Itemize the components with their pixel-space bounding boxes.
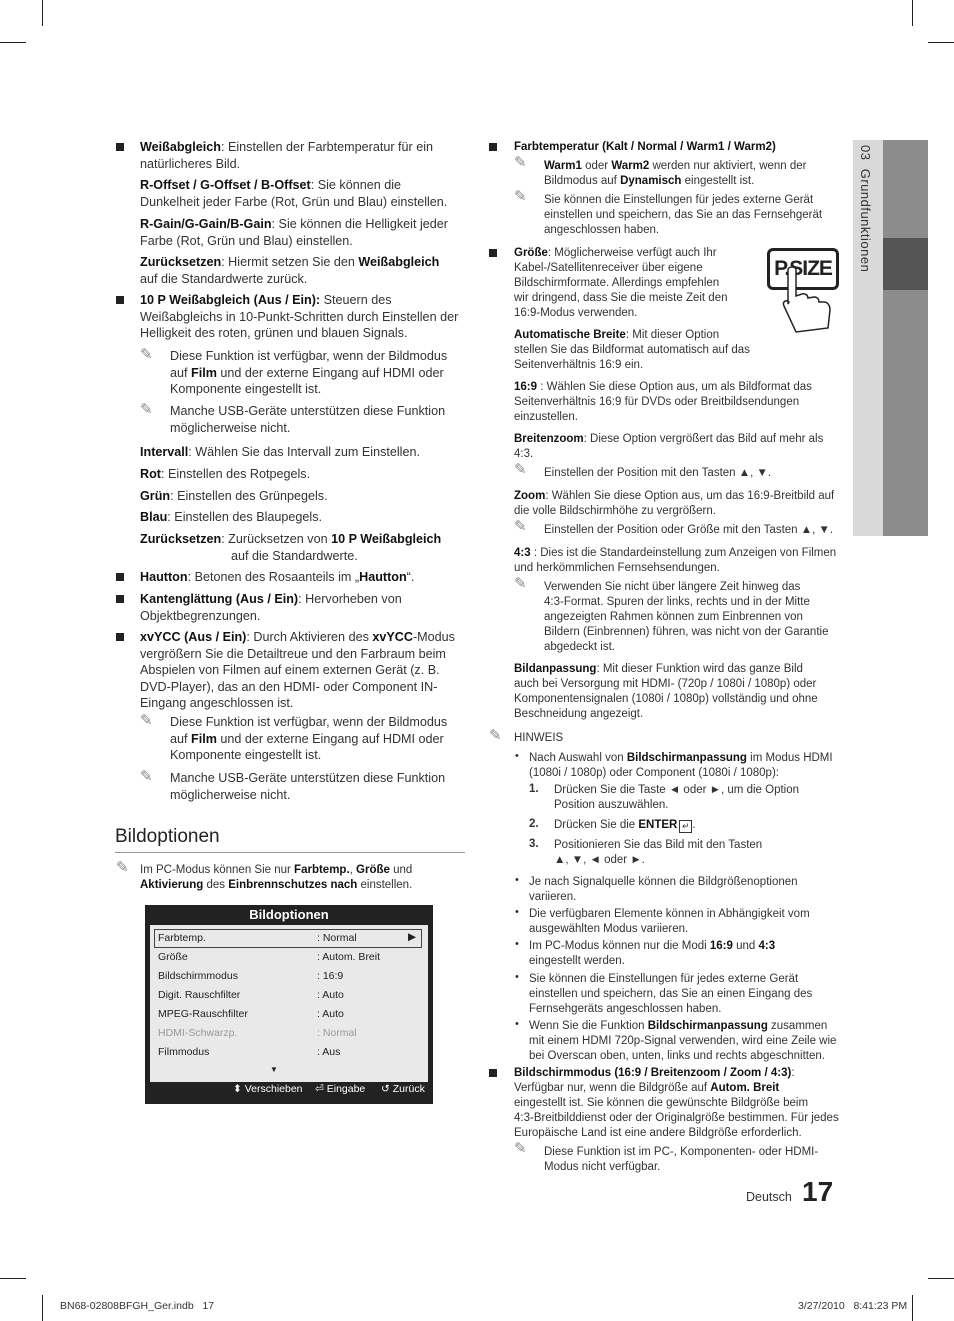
bullet-square — [116, 296, 124, 304]
paragraph: Zurücksetzen: Zurücksetzen von 10 P Weißabgleich — [140, 532, 442, 546]
bullet-square — [116, 573, 124, 581]
psize-button: P.SIZE — [767, 248, 839, 290]
crop-mark — [42, 0, 43, 26]
note: Sie können die Einstellungen für jedes externe Gerät einstellen und speichern, das Sie an das Fernsehgerät angeschlossen haben. — [544, 194, 823, 236]
note-pencil-icon: ✎ — [140, 712, 153, 729]
osd-item-label[interactable]: Farbtemp. — [158, 932, 206, 944]
paragraph: R-Offset / G-Offset / B-Offset: Sie können die Dunkelheit jeder Farbe (Rot, Grün und Blau) einstellen. — [140, 178, 448, 209]
pointing-hand-icon — [778, 266, 838, 336]
step: Drücken Sie die ENTER ↵ . — [554, 819, 696, 831]
bullet-square — [489, 143, 497, 151]
return-icon: ↺ — [381, 1083, 390, 1095]
scroll-down-icon[interactable]: ▼ — [270, 1065, 278, 1074]
bullet-dot: • — [515, 874, 519, 886]
note: Diese Funktion ist im PC-, Komponenten- oder HDMI- Modus nicht verfügbar. — [544, 1146, 819, 1173]
note-pencil-icon: ✎ — [514, 1140, 527, 1157]
paragraph: Größe: Möglicherweise verfügt auch Ihr Kabel-/Satellitenreceiver über eigene Bildschirmformate. Allerdings empfehlen wir dringend, dass Sie die meiste Zeit den 16:9-Modus verwenden. — [514, 247, 728, 319]
note: Einstellen der Position mit den Tasten ▲, ▼. — [544, 467, 772, 479]
heading-rule — [115, 852, 465, 853]
crop-mark — [912, 0, 913, 26]
note-pencil-icon: ✎ — [489, 727, 502, 744]
paragraph: 4:3 : Dies ist die Standardeinstellung zum Anzeigen von Filmen und herkömmlichen Fernsehsendungen. — [514, 547, 837, 574]
paragraph: Weißabgleich: Einstellen der Farbtemperatur für ein natürlicheres Bild. — [140, 140, 434, 171]
section-heading: Bildoptionen — [115, 826, 220, 847]
step-number: 1. — [529, 783, 539, 795]
note: Im PC-Modus können nur die Modi 16:9 und 4:3 eingestellt werden. — [529, 940, 776, 967]
crop-mark — [42, 1295, 43, 1321]
osd-item-label[interactable]: Digit. Rauschfilter — [158, 989, 241, 1001]
osd-item-value: : Aus — [317, 1046, 341, 1058]
osd-item-value: : Auto — [317, 1008, 344, 1020]
paragraph: R-Gain/G-Gain/B-Gain: Sie können die Helligkeit jeder Farbe (Rot, Grün und Blau) einstellen. — [140, 217, 448, 248]
note: Wenn Sie die Funktion Bildschirmanpassung zusammen mit einem HDMI 720p-Signal verwenden, wird eine Zeile wie bei Overscan oben, unten, links und rechts abgeschnitten. — [529, 1020, 837, 1062]
paragraph: 10 P Weißabgleich (Aus / Ein): Steuern des Weißabgleichs in 10-Punkt-Schritten durch Einstellen der Helligkeit des roten, grünen und blauen Signals. — [140, 293, 459, 340]
note: Einstellen der Position oder Größe mit den Tasten ▲, ▼. — [544, 524, 834, 536]
chapter-tab-band — [883, 140, 928, 536]
osd-enter-hint: ⏎ Eingabe — [315, 1083, 366, 1095]
note-pencil-icon: ✎ — [514, 154, 527, 171]
paragraph: 16:9 : Wählen Sie diese Option aus, um als Bildformat das Seitenverhältnis 16:9 für DVDs oder Breitbildsendungen einzustellen. — [514, 381, 812, 423]
osd-list — [150, 925, 428, 1082]
osd-item-value: : Normal — [317, 932, 357, 944]
enter-key-icon: ↵ — [679, 820, 692, 833]
note: Nach Auswahl von Bildschirmanpassung im Modus HDMI (1080i / 1080p) oder Component (1080i / 1080p): — [529, 752, 833, 779]
paragraph: Zoom: Wählen Sie diese Option aus, um das 16:9-Breitbild auf die volle Bildschirmhöhe zu vergrößern. — [514, 490, 835, 517]
paragraph: auf die Standardwerte. — [231, 549, 358, 563]
note: Die verfügbaren Elemente können in Abhängigkeit vom ausgewählten Modus variieren. — [529, 908, 810, 935]
osd-item-label[interactable]: Bildschirmmodus — [158, 970, 238, 982]
paragraph: xvYCC (Aus / Ein): Durch Aktivieren des xvYCC-Modus vergrößern Sie die Detailtreue und den Farbraum beim Abspielen von Filmen auf einem externen Gerät (z. B. DVD-Player), das an den HDMI- oder Component IN- Eingang angeschlossen ist. — [140, 630, 455, 710]
crop-mark — [928, 1278, 954, 1279]
note-pencil-icon: ✎ — [140, 346, 153, 363]
hinweis-heading: HINWEIS — [514, 732, 564, 744]
paragraph: Zurücksetzen: Hiermit setzen Sie den Weißabgleich auf die Standardwerte zurück. — [140, 255, 440, 286]
paragraph: Hautton: Betonen des Rosaanteils im „Hautton“. — [140, 570, 415, 584]
paragraph: Breitenzoom: Diese Option vergrößert das Bild auf mehr als 4:3. — [514, 433, 824, 460]
osd-item-value: : 16:9 — [317, 970, 344, 982]
note-pencil-icon: ✎ — [140, 768, 153, 785]
step: Positionieren Sie das Bild mit den Tasten ▲, ▼, ◄ oder ►. — [554, 839, 763, 866]
osd-item-value: : Autom. Breit — [317, 951, 381, 963]
osd-item-value: : Normal — [317, 1027, 357, 1039]
note: Manche USB-Geräte unterstützen diese Funktion möglicherweise nicht. — [170, 771, 446, 802]
step-number: 3. — [529, 838, 539, 850]
note: Diese Funktion ist verfügbar, wenn der Bildmodus auf Film und der externe Eingang auf HDMI oder Komponente eingestellt ist. — [170, 349, 448, 396]
page-number: 17 — [802, 1176, 834, 1207]
note-pencil-icon: ✎ — [514, 461, 527, 478]
note-pencil-icon: ✎ — [514, 188, 527, 205]
note: Sie können die Einstellungen für jedes externe Gerät einstellen und speichern, das Sie an einen Eingang des Fernsehgeräts angeschlossen haben. — [529, 973, 813, 1015]
footer-language: Deutsch — [746, 1190, 792, 1204]
osd-title: Bildoptionen — [249, 907, 329, 922]
osd-menu — [145, 905, 433, 1104]
note-pencil-icon: ✎ — [140, 401, 153, 418]
note: Je nach Signalquelle können die Bildgrößenoptionen variieren. — [529, 876, 798, 903]
note: Diese Funktion ist verfügbar, wenn der Bildmodus auf Film und der externe Eingang auf HDMI oder Komponente eingestellt ist. — [170, 715, 448, 762]
updown-icon: ⬍ — [233, 1083, 242, 1095]
bullet-square — [116, 595, 124, 603]
bullet-dot: • — [515, 750, 519, 762]
bullet-square — [489, 1069, 497, 1077]
bullet-square — [116, 143, 124, 151]
osd-back-hint: ↺ Zurück — [381, 1083, 425, 1095]
osd-arrow-right-icon: ▶ — [408, 931, 417, 943]
step: Drücken Sie die Taste ◄ oder ►, um die Option Position auszuwählen. — [554, 784, 800, 811]
crop-mark — [912, 1295, 913, 1321]
bullet-dot: • — [515, 971, 519, 983]
chapter-tab-label: 03 Grundfunktionen — [858, 145, 873, 273]
bullet-dot: • — [515, 1018, 519, 1030]
note: Im PC-Modus können Sie nur Farbtemp., Größe und Aktivierung des Einbrennschutzes nach einstellen. — [140, 864, 413, 891]
chapter-tab-marker — [883, 238, 928, 290]
osd-item-label[interactable]: MPEG-Rauschfilter — [158, 1008, 248, 1020]
paragraph: Intervall: Wählen Sie das Intervall zum Einstellen. — [140, 445, 420, 459]
bullet-dot: • — [515, 938, 519, 950]
paragraph: Grün: Einstellen des Grünpegels. — [140, 489, 328, 503]
note: Manche USB-Geräte unterstützen diese Funktion möglicherweise nicht. — [170, 404, 446, 435]
paragraph: Automatische Breite: Mit dieser Option stellen Sie das Bildformat automatisch auf das Seitenverhältnis 16:9 ein. — [514, 329, 750, 371]
note-pencil-icon: ✎ — [514, 575, 527, 592]
osd-move-hint: ⬍ Verschieben — [233, 1083, 303, 1095]
step-number: 2. — [529, 818, 539, 830]
crop-mark — [0, 42, 26, 43]
osd-item-label: HDMI-Schwarzp. — [158, 1027, 238, 1039]
crop-mark — [0, 1278, 26, 1279]
bullet-dot: • — [515, 906, 519, 918]
enter-icon: ⏎ — [315, 1083, 324, 1095]
note-pencil-icon: ✎ — [514, 518, 527, 535]
footer-date: 3/27/2010 8:41:23 PM — [798, 1300, 908, 1312]
crop-mark — [928, 42, 954, 43]
osd-item-label[interactable]: Größe — [158, 951, 188, 963]
paragraph: Bildanpassung: Mit dieser Funktion wird das ganze Bild auch bei Versorgung mit HDMI- (720p / 1080i / 1080p) oder Komponentensignalen (1080i / 1080p) vollständig und ohne Beschneidung angezeigt. — [514, 663, 818, 720]
footer-file: BN68-02808BFGH_Ger.indb 17 — [60, 1300, 215, 1312]
osd-item-label[interactable]: Filmmodus — [158, 1046, 210, 1058]
note: Warm1 oder Warm2 werden nur aktiviert, wenn der Bildmodus auf Dynamisch eingestellt ist. — [544, 160, 807, 187]
paragraph: Bildschirmmodus (16:9 / Breitenzoom / Zoom / 4:3): Verfügbar nur, wenn die Bildgröße auf Autom. Breit eingestellt ist. Sie können die gewünschte Bildgröße beim 4:3-Breitbilddienst oder der Originalgröße bestimmen. Für jedes Europäische Land ist eine andere Bildgröße erforderlich. — [514, 1067, 839, 1139]
bullet-square — [489, 249, 497, 257]
paragraph: Rot: Einstellen des Rotpegels. — [140, 467, 311, 481]
note: Verwenden Sie nicht über längere Zeit hinweg das 4:3-Format. Spuren der links, rechts und in der Mitte angezeigten Rahmen können zum Einbrennen von Bildern (Einbrennen) führen, was nicht von der Garantie abgedeckt ist. — [544, 581, 829, 653]
paragraph: Kantenglättung (Aus / Ein): Hervorheben von Objektbegrenzungen. — [140, 592, 402, 623]
bullet-square — [116, 633, 124, 641]
paragraph: Blau: Einstellen des Blaupegels. — [140, 510, 323, 524]
osd-item-value: : Auto — [317, 989, 344, 1001]
paragraph: Farbtemperatur (Kalt / Normal / Warm1 / Warm2) — [514, 141, 776, 153]
note-pencil-icon: ✎ — [116, 859, 129, 876]
